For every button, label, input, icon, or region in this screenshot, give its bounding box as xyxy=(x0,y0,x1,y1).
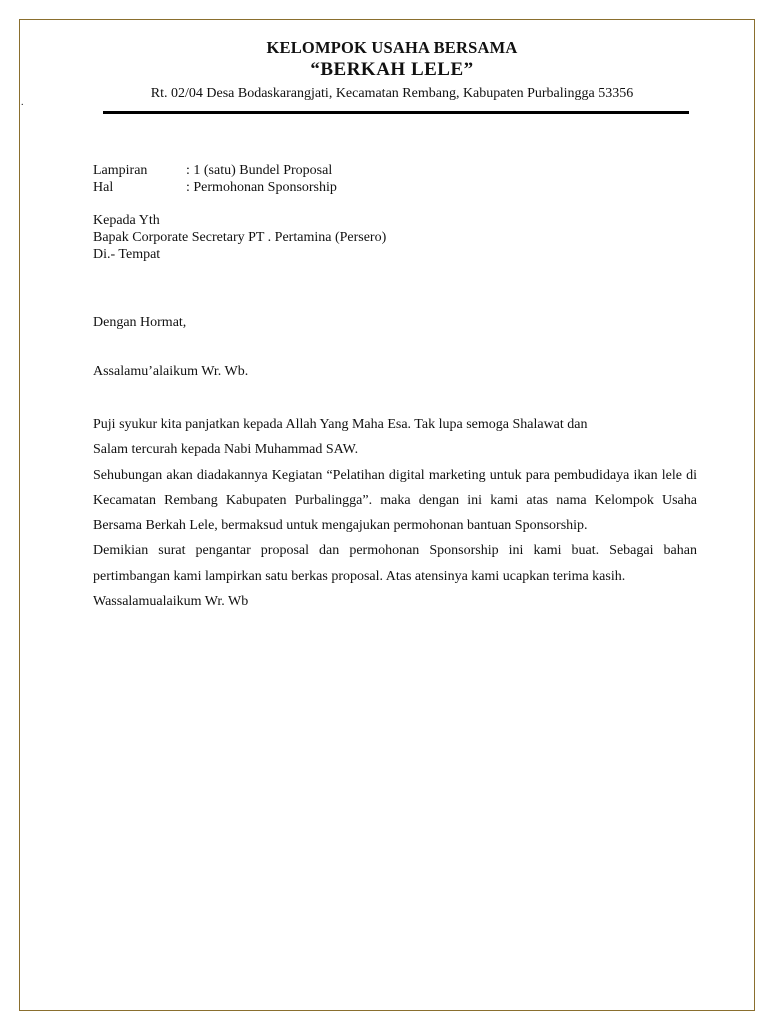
greeting: Assalamu’alaikum Wr. Wb. xyxy=(93,364,249,379)
letter-meta xyxy=(93,162,337,196)
body-paragraph-1-line-1: Puji syukur kita panjatkan kepada Allah Yang Maha Esa. Tak lupa semoga Shalawat dan xyxy=(93,417,588,432)
letterhead-divider xyxy=(103,111,689,114)
organization-title: “BERKAH LELE” xyxy=(310,59,474,80)
letter-body xyxy=(93,412,697,614)
body-paragraph-2: Sehubungan akan diadakannya Kegiatan “Pelatihan digital marketing untuk para pembudidaya ikan lele di Kecamatan Rembang Kabupaten Purbalingga”. maka dengan ini kami atas nama Kelompok Usaha Bersama Berkah Lele, bermaksud untuk mengajukan permohonan bantuan Sponsorship. xyxy=(93,467,697,534)
body-paragraph-3: Demikian surat pengantar proposal dan permohonan Sponsorship ini kami buat. Sebagai bahan pertimbangan kami lampirkan satu berkas proposal. Atas atensinya kami ucapkan terima kasih. xyxy=(93,543,697,584)
letterhead xyxy=(0,38,768,103)
organization-name: KELOMPOK USAHA BERSAMA xyxy=(266,38,518,57)
body-paragraph-1-line-2: Salam tercurah kepada Nabi Muhammad SAW. xyxy=(93,442,359,458)
organization-address: Rt. 02/04 Desa Bodaskarangjati, Kecamatan Rembang, Kabupaten Purbalingga 53356 xyxy=(150,86,634,101)
attachment-value: : 1 (satu) Bundel Proposal xyxy=(186,163,333,178)
attachment-row xyxy=(93,162,337,179)
recipient-line-1: Kepada Yth xyxy=(93,213,160,228)
subject-value: : Permohonan Sponsorship xyxy=(186,180,337,195)
subject-row xyxy=(93,179,337,196)
subject-label: Hal xyxy=(93,180,114,195)
recipient-line-2: Bapak Corporate Secretary PT . Pertamina (Persero) xyxy=(93,230,387,245)
stray-mark: . xyxy=(21,97,24,108)
attachment-label: Lampiran xyxy=(93,163,148,178)
salutation: Dengan Hormat, xyxy=(93,315,187,330)
closing-line: Wassalamualaikum Wr. Wb xyxy=(93,594,249,610)
recipient-line-3: Di.- Tempat xyxy=(93,247,161,262)
recipient-block xyxy=(93,212,386,263)
